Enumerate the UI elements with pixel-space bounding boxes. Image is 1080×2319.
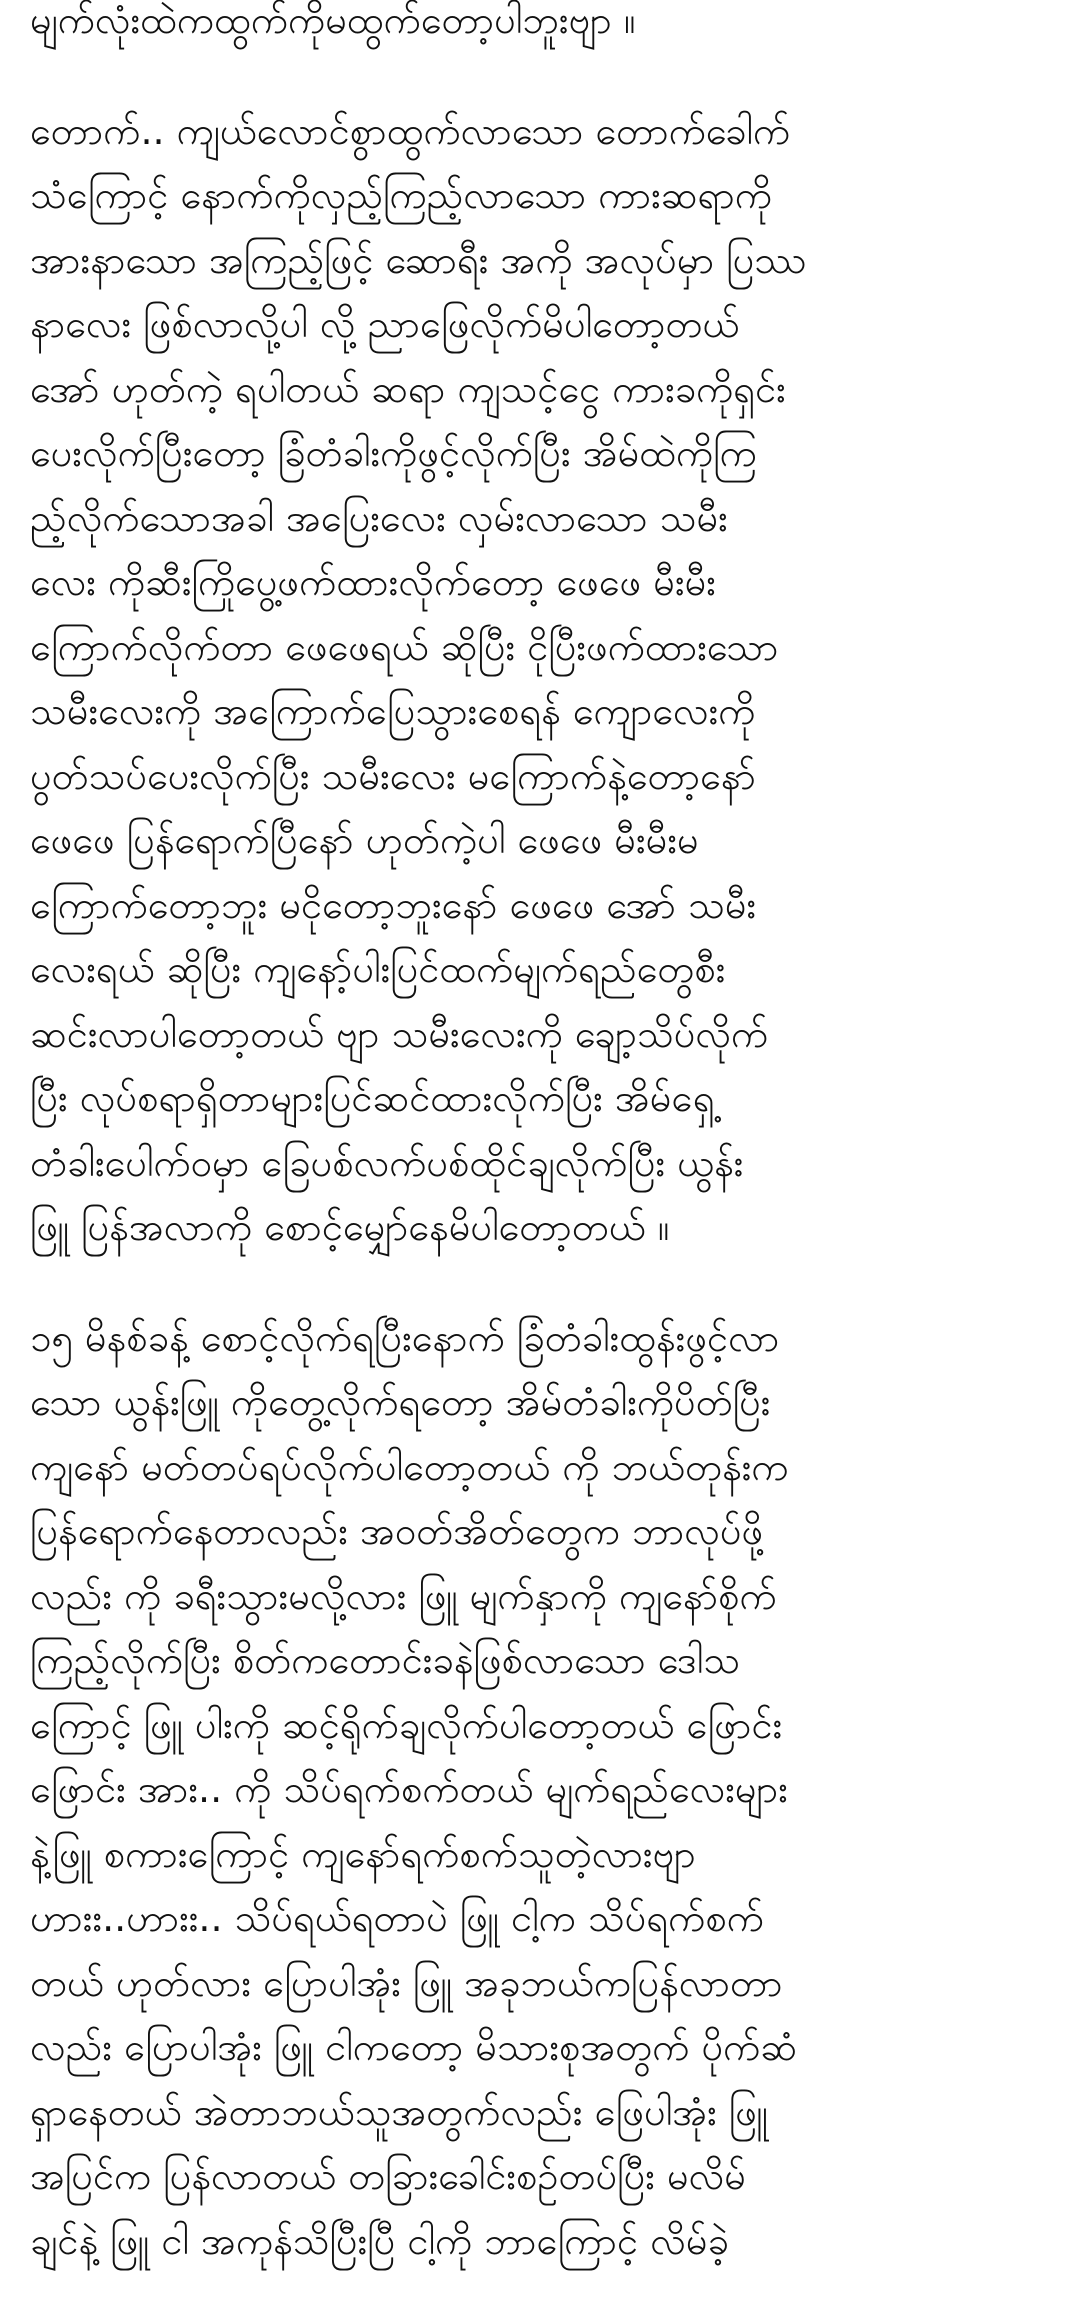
text-line: အော် ဟုတ်ကဲ့ ရပါတယ် ဆရာ ကျသင့်ငွေ ကားခကိုရှင်း — [30, 366, 786, 411]
paragraph-1 — [30, 0, 1050, 53]
paragraph-3 — [30, 1306, 1050, 2274]
text-line: ပွတ်သပ်ပေးလိုက်ပြီး သမီးလေး မကြောက်နဲ့တော့နော် — [30, 753, 757, 798]
text-line: ဖြူ ပြန်အလာကို စောင့်မျှော်နေမိပါတော့တယ် ။ — [30, 1205, 670, 1249]
text-line: မျက်လုံးထဲကထွက်ကိုမထွက်တော့ပါဘူးဗျာ ။ — [30, 0, 636, 42]
text-line: တံခါးပေါက်ဝမှာ ခြေပစ်လက်ပစ်ထိုင်ချလိုက်ပြီး ယွန်း — [30, 1140, 744, 1185]
text-line: ပေးလိုက်ပြီးတော့ ခြံတံခါးကိုဖွင့်လိုက်ပြီး အိမ်ထဲကိုကြ — [30, 431, 757, 475]
text-line: ဖေဖေ ပြန်ရောက်ပြီနော် ဟုတ်ကဲ့ပါ ဖေဖေ မီးမီးမ — [30, 818, 699, 862]
text-line: ဖြောင်း အား.. ကို သိပ်ရက်စက်တယ် မျက်ရည်လေးများ — [30, 1767, 788, 1811]
text-line: သမီးလေးကို အကြောက်ပြေသွားစေရန် ကျောလေးကို — [30, 689, 756, 733]
text-line: လေး ကိုဆီးကြိုပွေ့ဖက်ထားလိုက်တော့ ဖေဖေ မီးမီး — [30, 560, 716, 604]
text-line: ပြီး လုပ်စရာရှိတာများပြင်ဆင်ထားလိုက်ပြီး အိမ်ရှေ့ — [30, 1076, 715, 1120]
text-line: လည်း ကို ခရီးသွားမလို့လား ဖြူ မျက်နှာကို ကျနော်စိုက် — [30, 1573, 777, 1618]
text-line: တောက်.. ကျယ်လောင်စွာထွက်လာသော တောက်ခေါက် — [30, 108, 791, 153]
text-line: ကြည့်လိုက်ပြီး စိတ်ကတောင်းခနဲဖြစ်လာသော ဒေါသ — [30, 1638, 741, 1682]
text-line: တယ် ဟုတ်လား ပြောပါအုံး ဖြူ အခုဘယ်ကပြန်လာတာ — [30, 1960, 783, 2005]
text-line: ကြောက်လိုက်တာ ဖေဖေရယ် ဆိုပြီး ငိုပြီးဖက်ထားသော — [30, 624, 779, 669]
text-line: လေးရယ် ဆိုပြီး ကျနော့်ပါးပြင်ထက်မျက်ရည်တွေစီး — [30, 947, 726, 991]
text-line: ည့်လိုက်သောအခါ အပြေးလေး လှမ်းလာသော သမီး — [30, 495, 728, 540]
text-line: အားနာသော အကြည့်ဖြင့် ဆောရီး အကို အလုပ်မှာ ပြဿ — [30, 237, 807, 282]
text-line: ၁၅ မိနစ်ခန့် စောင့်လိုက်ရပြီးနောက် ခြံတံခါးထွန်းဖွင့်လာ — [30, 1315, 780, 1360]
text-line: နာလေး ဖြစ်လာလို့ပါ လို့ ညာဖြေလိုက်မိပါတော့တယ် — [30, 302, 740, 346]
text-line: လည်း ပြောပါအုံး ဖြူ ငါကတော့ မိသားစုအတွက် ပိုက်ဆံ — [30, 2025, 798, 2069]
text-line: ကျနော် မတ်တပ်ရပ်လိုက်ပါတော့တယ် ကို ဘယ်တုန်းက — [30, 1444, 789, 1489]
paragraph-2 — [30, 99, 1050, 1260]
text-line: သော ယွန်းဖြူ ကိုတွေ့လိုက်ရတော့ အိမ်တံခါးကိုပိတ်ပြီး — [30, 1380, 771, 1424]
text-line: သံကြောင့် နောက်ကိုလှည့်ကြည့်လာသော ကားဆရာကို — [30, 173, 773, 217]
text-line: ကြောက်တော့ဘူး မငိုတော့ဘူးနော် ဖေဖေ အော် သမီး — [30, 882, 757, 927]
text-line: ရှာနေတယ် အဲတာဘယ်သူအတွက်လည်း ဖြေပါအုံး ဖြူ — [30, 2089, 768, 2134]
text-line: ဆင်းလာပါတော့တယ် ဗျာ သမီးလေးကို ချော့သိပ်လိုက် — [30, 1011, 769, 1056]
text-line: ဟားး..ဟားး.. သိပ်ရယ်ရတာပဲ ဖြူ ငါ့က သိပ်ရက်စက် — [30, 1896, 764, 1940]
text-line: အပြင်က ပြန်လာတယ် တခြားခေါင်းစဉ်တပ်ပြီး မလိမ် — [30, 2154, 747, 2198]
text-line: ပြန်ရောက်နေတာလည်း အဝတ်အိတ်တွေက ဘာလုပ်ဖို့ — [30, 1509, 764, 1553]
text-line: နဲ့ဖြူ စကားကြောင့် ကျနော်ရက်စက်သူတဲ့လားဗျာ — [30, 1831, 696, 1876]
text-line: ကြောင့် ဖြူ ပါးကို ဆင့်ရိုက်ချလိုက်ပါတော့တယ် ဖြောင်း — [30, 1702, 783, 1747]
text-line: ချင်နဲ့ ဖြူ ငါ အကုန်သိပြီးပြီ ငါ့ကို ဘာကြောင့် လိမ်ခဲ့ — [30, 2218, 729, 2263]
